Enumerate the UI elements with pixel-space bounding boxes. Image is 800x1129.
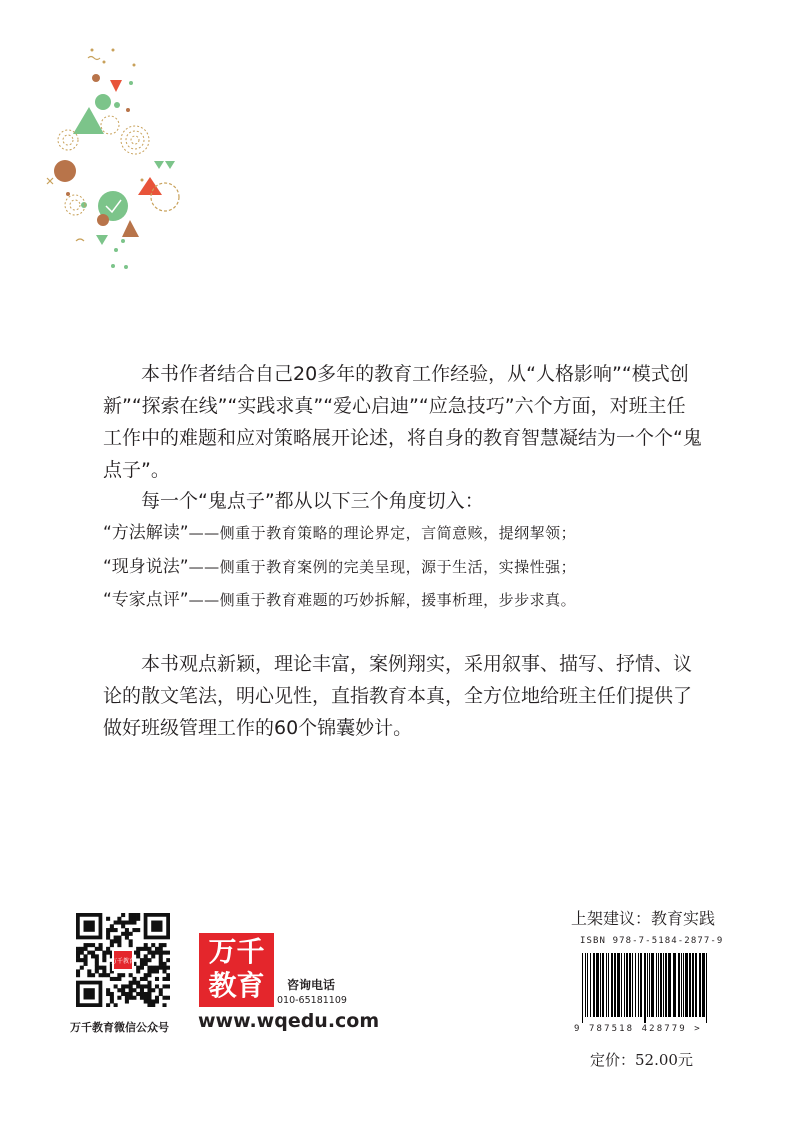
qr-module bbox=[117, 936, 121, 940]
qr-module bbox=[129, 921, 133, 925]
qr-module bbox=[106, 951, 110, 955]
barcode-bar bbox=[590, 953, 591, 1017]
qr-module bbox=[102, 973, 106, 977]
angle-name: “专家点评” bbox=[103, 590, 189, 610]
qr-module bbox=[91, 973, 95, 977]
barcode-bar bbox=[632, 953, 633, 1017]
qr-module bbox=[159, 951, 163, 955]
barcode-bar bbox=[651, 953, 654, 1017]
qr-module bbox=[136, 966, 140, 970]
angle-item bbox=[103, 585, 743, 610]
qr-module bbox=[140, 977, 144, 981]
logo-text-top: 万千 bbox=[208, 935, 265, 968]
qr-module bbox=[125, 928, 129, 932]
qr-module bbox=[151, 1003, 155, 1007]
barcode-digits: 9 787518 428779 > bbox=[574, 1024, 702, 1034]
angle-item bbox=[103, 552, 743, 577]
qr-module bbox=[155, 999, 159, 1003]
barcode-bar bbox=[660, 953, 662, 1017]
qr-module bbox=[106, 992, 110, 996]
qr-module bbox=[129, 913, 133, 917]
isbn-barcode bbox=[580, 953, 710, 1023]
qr-module bbox=[136, 917, 140, 921]
summary-paragraph: 本书观点新颖，理论丰富，案例翔实，采用叙事、描写、抒情、议论的散文笔法，明心见性，直指教育本真，全方位地给班主任们提供了做好班级管理工作的60个锦囊妙计。 bbox=[103, 653, 693, 739]
qr-module bbox=[91, 954, 95, 958]
qr-module bbox=[114, 1003, 118, 1007]
qr-module bbox=[132, 921, 136, 925]
qr-module bbox=[151, 969, 155, 973]
qr-module bbox=[99, 966, 103, 970]
qr-module bbox=[132, 988, 136, 992]
qr-module bbox=[159, 943, 163, 947]
qr-module bbox=[147, 988, 151, 992]
qr-module bbox=[102, 958, 106, 962]
qr-module bbox=[147, 992, 151, 996]
angle-desc: ——侧重于教育难题的巧妙拆解，援事析理，步步求真。 bbox=[188, 591, 577, 609]
publisher-logo bbox=[199, 933, 274, 1007]
qr-module bbox=[125, 921, 129, 925]
qr-module bbox=[114, 936, 118, 940]
qr-module bbox=[159, 958, 163, 962]
qr-module bbox=[125, 932, 129, 936]
qr-module bbox=[121, 984, 125, 988]
qr-module bbox=[106, 947, 110, 951]
angle-name: “方法解读” bbox=[103, 523, 189, 543]
qr-module bbox=[114, 977, 118, 981]
price: 定价：52.00元 bbox=[590, 1051, 693, 1069]
barcode-bar bbox=[689, 953, 691, 1017]
qr-module bbox=[87, 951, 91, 955]
qr-module bbox=[155, 996, 159, 1000]
qr-module bbox=[114, 928, 118, 932]
qr-module bbox=[129, 996, 133, 1000]
barcode-bar bbox=[699, 953, 701, 1017]
qr-module bbox=[84, 954, 88, 958]
qr-module bbox=[110, 996, 114, 1000]
qr-module bbox=[132, 981, 136, 985]
qr-module bbox=[106, 1003, 110, 1007]
qr-module bbox=[91, 943, 95, 947]
qr-module bbox=[117, 988, 121, 992]
qr-module bbox=[95, 954, 99, 958]
barcode-bar bbox=[673, 953, 676, 1017]
qr-module bbox=[121, 973, 125, 977]
qr-module bbox=[147, 999, 151, 1003]
qr-module bbox=[144, 992, 148, 996]
barcode-bar bbox=[587, 953, 588, 1017]
qr-module bbox=[121, 992, 125, 996]
qr-module bbox=[129, 917, 133, 921]
qr-module bbox=[117, 917, 121, 921]
barcode-bar bbox=[602, 953, 604, 1017]
qr-module bbox=[125, 936, 129, 940]
qr-module bbox=[151, 921, 162, 932]
qr-module bbox=[106, 973, 110, 977]
qr-module bbox=[129, 988, 133, 992]
barcode-bar bbox=[638, 953, 639, 1017]
barcode-bar bbox=[702, 953, 705, 1017]
angle-name: “现身说法” bbox=[103, 557, 189, 577]
qr-module bbox=[155, 969, 159, 973]
qr-module bbox=[102, 954, 106, 958]
angles-intro: 每一个“鬼点子”都从以下三个角度切入： bbox=[141, 490, 484, 512]
qr-module bbox=[110, 999, 114, 1003]
qr-module bbox=[99, 973, 103, 977]
barcode-bar bbox=[695, 953, 697, 1017]
qr-module bbox=[140, 962, 144, 966]
qr-module bbox=[166, 977, 170, 981]
qr-module bbox=[114, 921, 118, 925]
qr-module bbox=[110, 992, 114, 996]
qr-module bbox=[80, 947, 84, 951]
qr-module bbox=[162, 977, 166, 981]
qr-module bbox=[117, 943, 121, 947]
qr-module bbox=[151, 988, 155, 992]
qr-module bbox=[140, 966, 144, 970]
qr-module bbox=[95, 958, 99, 962]
qr-module bbox=[136, 913, 140, 917]
qr-module bbox=[147, 951, 151, 955]
qr-module bbox=[147, 1003, 151, 1007]
qr-module bbox=[159, 992, 163, 996]
qr-module bbox=[166, 996, 170, 1000]
barcode-bar bbox=[614, 953, 616, 1017]
qr-module bbox=[132, 917, 136, 921]
qr-module bbox=[136, 928, 140, 932]
barcode-bar bbox=[685, 953, 688, 1017]
qr-module bbox=[166, 966, 170, 970]
qr-module bbox=[166, 984, 170, 988]
qr-module bbox=[110, 928, 114, 932]
qr-module bbox=[144, 943, 148, 947]
barcode-bar bbox=[626, 953, 628, 1017]
qr-module bbox=[117, 939, 121, 943]
qr-module bbox=[121, 924, 125, 928]
qr-module bbox=[117, 973, 121, 977]
barcode-bar bbox=[668, 953, 671, 1017]
barcode-bar bbox=[683, 953, 684, 1017]
qr-module bbox=[147, 973, 151, 977]
qr-module bbox=[136, 954, 140, 958]
barcode-bar bbox=[617, 953, 620, 1017]
qr-module bbox=[136, 951, 140, 955]
qr-module bbox=[129, 973, 133, 977]
qr-module bbox=[166, 951, 170, 955]
qr-module bbox=[84, 958, 88, 962]
intro-paragraph: 本书作者结合自己20多年的教育工作经验，从“人格影响”“模式创新”“探索在线”“实践求真”“爱心启迪”“应急技巧”六个方面，对班主任工作中的难题和应对策略展开论述，将自身的教育智慧凝结为一个个“鬼点子”。 bbox=[103, 363, 702, 481]
shelving-suggestion: 上架建议：教育实践 bbox=[571, 909, 716, 928]
qr-module bbox=[84, 947, 88, 951]
qr-module bbox=[132, 913, 136, 917]
qr-module bbox=[147, 947, 151, 951]
qr-module bbox=[144, 984, 148, 988]
angle-item bbox=[103, 518, 743, 543]
angle-desc: ——侧重于教育案例的完美呈现，源于生活，实操性强； bbox=[188, 558, 577, 576]
qr-module bbox=[162, 996, 166, 1000]
qr-module bbox=[76, 947, 80, 951]
qr-module bbox=[136, 947, 140, 951]
qr-module bbox=[84, 988, 95, 999]
barcode-bar bbox=[600, 953, 601, 1017]
barcode-bar bbox=[640, 953, 642, 1017]
barcode-bar bbox=[606, 953, 607, 1017]
qr-module bbox=[147, 969, 151, 973]
qr-module bbox=[147, 958, 151, 962]
qr-module bbox=[162, 1003, 166, 1007]
qr-module bbox=[95, 962, 99, 966]
qr-module bbox=[136, 969, 140, 973]
qr-module bbox=[166, 958, 170, 962]
logo-text-bottom: 教育 bbox=[208, 969, 265, 1002]
qr-module bbox=[159, 954, 163, 958]
qr-module bbox=[87, 943, 91, 947]
qr-module bbox=[132, 928, 136, 932]
qr-module bbox=[162, 969, 166, 973]
qr-module bbox=[162, 984, 166, 988]
qr-center-text: 万千教育 bbox=[110, 958, 136, 965]
barcode-bar bbox=[706, 953, 707, 1023]
barcode-bar bbox=[644, 953, 646, 1023]
angle-desc: ——侧重于教育策略的理论界定，言简意赅，提纲挈领； bbox=[188, 524, 577, 542]
qr-module bbox=[84, 962, 88, 966]
hotline-number: 010-65181109 bbox=[277, 995, 347, 1006]
qr-module bbox=[162, 966, 166, 970]
qr-module bbox=[76, 958, 80, 962]
qr-module bbox=[144, 973, 148, 977]
qr-module bbox=[106, 988, 110, 992]
qr-module bbox=[129, 943, 133, 947]
barcode-bar bbox=[647, 953, 648, 1017]
qr-module bbox=[144, 962, 148, 966]
qr-module bbox=[147, 966, 151, 970]
qr-module bbox=[144, 958, 148, 962]
qr-module bbox=[140, 984, 144, 988]
barcode-bar bbox=[665, 953, 667, 1017]
qr-module bbox=[129, 939, 133, 943]
qr-module bbox=[129, 992, 133, 996]
qr-module bbox=[140, 992, 144, 996]
barcode-bar bbox=[658, 953, 659, 1017]
qr-module bbox=[132, 977, 136, 981]
qr-module bbox=[166, 973, 170, 977]
qr-module bbox=[102, 969, 106, 973]
qr-module bbox=[159, 966, 163, 970]
qr-module bbox=[136, 984, 140, 988]
qr-module bbox=[162, 951, 166, 955]
qr-module bbox=[125, 992, 129, 996]
barcode-bar bbox=[596, 953, 599, 1017]
qr-module bbox=[117, 977, 121, 981]
barcode-bar bbox=[608, 953, 609, 1017]
qr-module bbox=[136, 992, 140, 996]
barcode-bar bbox=[629, 953, 631, 1017]
qr-module bbox=[102, 966, 106, 970]
qr-module bbox=[151, 966, 155, 970]
qr-module bbox=[151, 943, 155, 947]
qr-module bbox=[147, 981, 151, 985]
qr-module bbox=[80, 951, 84, 955]
qr-module bbox=[106, 917, 110, 921]
qr-module bbox=[144, 977, 148, 981]
barcode-bar bbox=[681, 953, 682, 1017]
qr-module bbox=[106, 928, 110, 932]
qr-module bbox=[140, 947, 144, 951]
qr-module bbox=[117, 996, 121, 1000]
qr-module bbox=[95, 947, 99, 951]
qr-module bbox=[121, 988, 125, 992]
qr-module bbox=[99, 943, 103, 947]
qr-module bbox=[151, 999, 155, 1003]
barcode-bar bbox=[635, 953, 636, 1017]
qr-module bbox=[110, 924, 114, 928]
barcode-bar bbox=[585, 953, 586, 1017]
qr-module bbox=[114, 939, 118, 943]
qr-module bbox=[159, 962, 163, 966]
qr-module bbox=[110, 939, 114, 943]
qr-module bbox=[84, 921, 95, 932]
qr-module bbox=[91, 951, 95, 955]
qr-module bbox=[132, 996, 136, 1000]
barcode-bar bbox=[582, 953, 583, 1023]
qr-module bbox=[162, 962, 166, 966]
qr-module bbox=[155, 951, 159, 955]
qr-module bbox=[151, 954, 155, 958]
qr-module bbox=[140, 988, 144, 992]
qr-module bbox=[106, 936, 110, 940]
qr-module bbox=[155, 984, 159, 988]
barcode-bar bbox=[678, 953, 680, 1017]
qr-module bbox=[84, 943, 88, 947]
qr-module bbox=[76, 954, 80, 958]
qr-module bbox=[125, 999, 129, 1003]
qr-module bbox=[102, 951, 106, 955]
qr-module bbox=[99, 947, 103, 951]
qr-module bbox=[147, 984, 151, 988]
qr-module bbox=[144, 996, 148, 1000]
isbn-text: ISBN 978-7-5184-2877-9 bbox=[580, 936, 724, 946]
qr-module bbox=[147, 996, 151, 1000]
qr-module bbox=[140, 958, 144, 962]
qr-module bbox=[155, 947, 159, 951]
qr-module bbox=[129, 984, 133, 988]
qr-module bbox=[136, 981, 140, 985]
qr-module bbox=[140, 996, 144, 1000]
hotline-label: 咨询电话 bbox=[287, 978, 336, 992]
qr-module bbox=[159, 988, 163, 992]
qr-module bbox=[95, 966, 99, 970]
qr-module bbox=[114, 984, 118, 988]
barcode-bar bbox=[656, 953, 657, 1017]
barcode-bar bbox=[624, 953, 625, 1017]
qr-module bbox=[144, 999, 148, 1003]
qr-module bbox=[144, 954, 148, 958]
qr-module bbox=[80, 958, 84, 962]
qr-module bbox=[76, 969, 80, 973]
qr-module bbox=[151, 951, 155, 955]
qr-module bbox=[95, 969, 99, 973]
qr-module bbox=[129, 932, 133, 936]
qr-module bbox=[144, 947, 148, 951]
qr-module bbox=[76, 951, 80, 955]
qr-caption: 万千教育微信公众号 bbox=[70, 1021, 169, 1034]
barcode-bar bbox=[593, 953, 595, 1017]
qr-module bbox=[117, 921, 121, 925]
wechat-qr-code bbox=[76, 913, 170, 1007]
qr-module bbox=[162, 943, 166, 947]
qr-module bbox=[125, 996, 129, 1000]
qr-module bbox=[155, 966, 159, 970]
qr-module bbox=[76, 973, 80, 977]
website-url: www.wqedu.com bbox=[198, 1010, 380, 1032]
barcode-bar bbox=[649, 953, 650, 1017]
qr-module bbox=[129, 981, 133, 985]
qr-module bbox=[110, 977, 114, 981]
qr-module bbox=[159, 947, 163, 951]
barcode-bar bbox=[663, 953, 664, 1017]
qr-module bbox=[121, 913, 125, 917]
barcode-bar bbox=[692, 953, 694, 1017]
qr-module bbox=[87, 969, 91, 973]
qr-module bbox=[110, 943, 114, 947]
barcode-bar bbox=[621, 953, 622, 1017]
qr-module bbox=[155, 977, 159, 981]
qr-module bbox=[80, 966, 84, 970]
qr-module bbox=[125, 984, 129, 988]
qr-module bbox=[87, 973, 91, 977]
barcode-bar bbox=[611, 953, 613, 1017]
qr-module bbox=[106, 932, 110, 936]
qr-module bbox=[121, 932, 125, 936]
decorative-pattern bbox=[40, 45, 200, 275]
qr-module bbox=[121, 921, 125, 925]
